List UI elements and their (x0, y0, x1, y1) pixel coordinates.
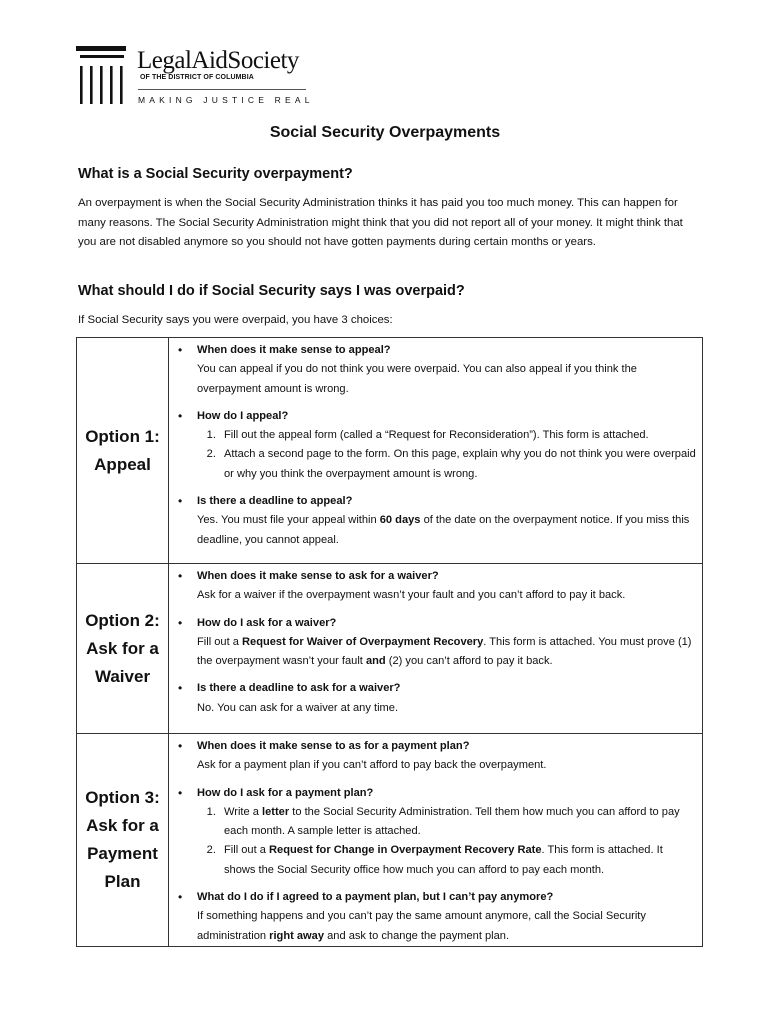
list-item (197, 341, 696, 399)
logo-tagline: MAKING JUSTICE REAL (138, 95, 314, 105)
list-item (197, 679, 696, 718)
question: • How do I ask for a payment plan? (197, 786, 374, 799)
step-text: Fill out a (224, 844, 270, 857)
answer (197, 907, 696, 946)
answer-text: Yes. You must file your appeal within (197, 514, 380, 527)
list-item (197, 614, 696, 672)
question: • When does it make sense to as for a payment plan? (197, 740, 470, 752)
answer-emphasis: 60 days (379, 514, 421, 527)
step-text: . This form is attached. It shows the Social Security office how much you can afford to pay each month. (224, 844, 663, 876)
option-content-payment-plan (169, 734, 703, 947)
question: • When does it make sense to ask for a waiver? (197, 570, 439, 582)
answer-text: of the date on the overpayment notice. If you miss this deadline, you cannot appeal. (197, 514, 690, 546)
option-label-line: Waiver (94, 666, 151, 686)
list-item (197, 492, 696, 550)
steps-list (197, 426, 696, 484)
answer-text: If something happens and you can’t pay the same amount anymore, call the Social Security administration (197, 910, 646, 942)
answer-emphasis: and (365, 655, 386, 668)
option-label-line: Option 3: (85, 787, 160, 807)
option-label-waiver (77, 564, 169, 734)
section-heading-overpayment: What is a Social Security overpayment? (78, 166, 353, 182)
document-title: Social Security Overpayments (269, 124, 501, 141)
option-label-line: Appeal (94, 454, 151, 474)
step-item (219, 841, 696, 880)
question: • When does it make sense to appeal? (197, 344, 391, 356)
logo-divider (138, 89, 306, 90)
answer-emphasis: Request for Waiver of Overpayment Recovery (242, 635, 484, 648)
option-row-appeal (77, 338, 703, 564)
step-emphasis: Request for Change in Overpayment Recovery Rate (269, 844, 542, 857)
section-body-overpayment: An overpayment is when the Social Security Administration thinks it has paid you too much money. This can happen for many reasons. The Social Security Administration might think that you did not report all of your money. It might think that you are not disabled anymore so you should not have gotten payments during certain months or years. (78, 197, 683, 248)
answer: No. You can ask for a waiver at any time. (197, 701, 399, 714)
question: • How do I appeal? (197, 409, 289, 422)
answer-emphasis: right away (269, 929, 325, 942)
step-item (219, 803, 696, 842)
option-label-appeal (77, 338, 169, 564)
list-item (197, 784, 696, 880)
question: • How do I ask for a waiver? (197, 616, 337, 629)
columns-icon (76, 44, 132, 108)
step-text: to the Social Security Administration. Tell them how much you can afford to pay each month. A sample letter is attached. (224, 805, 680, 838)
answer (197, 633, 696, 672)
option-label-payment-plan (77, 734, 169, 947)
option-label-line: Option 1: (85, 426, 160, 446)
option-label-line: Ask for a (86, 638, 159, 658)
list-item (197, 737, 696, 776)
list-item (197, 567, 696, 606)
option-label-line: Ask for a (86, 815, 159, 835)
list-item (197, 888, 696, 946)
step-emphasis: letter (262, 805, 290, 818)
option-label-line: Option 2: (85, 610, 160, 630)
answer-text: (2) you can’t afford to pay it back. (385, 655, 553, 668)
step-item: 1. Fill out the appeal form (called a “Request for Reconsideration”). This form is attached. (219, 426, 696, 445)
option-content-waiver (169, 564, 703, 734)
option-row-payment-plan (77, 734, 703, 947)
option-label-line: Payment (87, 843, 158, 863)
answer-text: Fill out a (197, 635, 243, 648)
logo-subtitle: OF THE DISTRICT OF COLUMBIA (140, 74, 254, 81)
steps-list (197, 803, 696, 880)
legal-aid-logo (76, 44, 314, 108)
option-label-line: Plan (104, 871, 141, 891)
options-table (76, 337, 703, 947)
step-text: Write a (224, 805, 263, 818)
answer: Ask for a waiver if the overpayment wasn’t your fault and you can’t afford to pay it back. (197, 589, 626, 602)
option-content-appeal (169, 338, 703, 564)
question: • Is there a deadline to ask for a waiver? (197, 682, 401, 695)
answer: You can appeal if you do not think you were overpaid. You can also appeal if you think the overpayment amount is wrong. (197, 363, 637, 395)
answer-text: and ask to change the payment plan. (324, 929, 510, 942)
option-row-waiver (77, 564, 703, 734)
answer (197, 511, 696, 550)
logo-name: LegalAidSociety (137, 47, 299, 74)
question: • What do I do if I agreed to a payment plan, but I can’t pay anymore? (197, 891, 554, 904)
question: • Is there a deadline to appeal? (197, 495, 353, 508)
step-item: 2. Attach a second page to the form. On this page, explain why you do not think you were overpaid or why you think the overpayment amount is wrong. (219, 445, 696, 484)
answer: Ask for a payment plan if you can’t afford to pay back the overpayment. (197, 759, 547, 772)
section-heading-what-to-do: What should I do if Social Security says I was overpaid? (78, 283, 465, 299)
list-item (197, 407, 696, 484)
answer-text: . This form is attached. You must prove (1) the overpayment wasn’t your fault (197, 635, 692, 668)
section-intro-choices: If Social Security says you were overpaid, you have 3 choices: (78, 314, 393, 326)
